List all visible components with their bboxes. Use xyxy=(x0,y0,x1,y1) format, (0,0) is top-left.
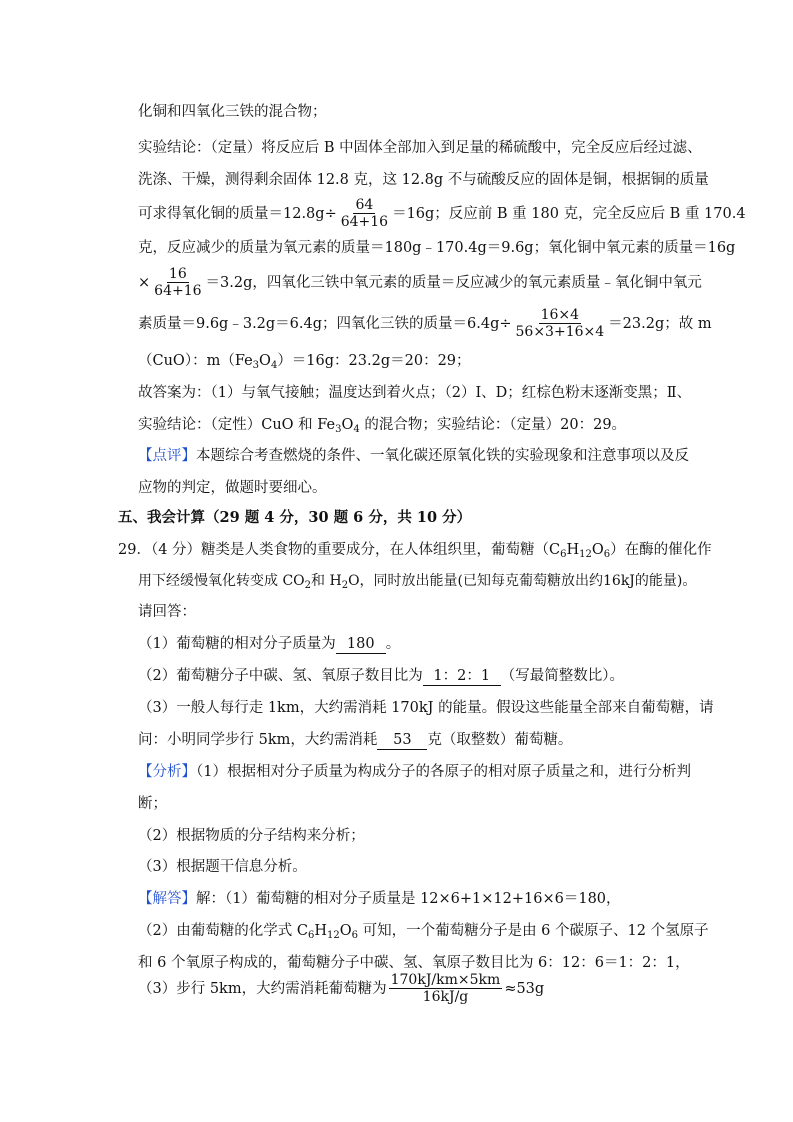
numerator: 170kJ/km×5km xyxy=(390,971,501,988)
text: （写最简整数比）。 xyxy=(500,668,624,684)
subscript: 3 xyxy=(252,360,260,371)
section-heading xyxy=(118,508,471,528)
text: O xyxy=(339,923,352,939)
text: 可求得氧化铜的质量＝12.8g÷ xyxy=(138,206,337,222)
subscript: 3 xyxy=(335,424,342,435)
text: （2）葡萄糖分子中碳、氢、氧原子数目比为 xyxy=(138,668,423,684)
denominator: 64+16 xyxy=(154,282,202,299)
text: （3）步行 5km，大约需消耗葡萄糖为 xyxy=(138,981,387,997)
analysis-line-3 xyxy=(138,826,365,846)
comment-tag: 【点评】 xyxy=(138,448,196,464)
text: 实验结论：（定性）CuO 和 Fe xyxy=(138,417,336,433)
text: ＝23.2g；故 m xyxy=(608,316,712,332)
text: 实验结论：（定量）将反应后 B 中固体全部加入到足量的稀硫酸中，完全反应后经过滤、 xyxy=(138,140,702,156)
question-29-line-3 xyxy=(138,602,196,622)
subscript: 4 xyxy=(353,424,360,435)
line-1 xyxy=(138,102,327,122)
answer-blank: 1：2：1 xyxy=(423,667,501,686)
line-2 xyxy=(138,138,702,158)
text: 可知，一个葡萄糖分子是由 6 个碳原子、12 个氢原子 xyxy=(357,923,709,939)
denominator: 64+16 xyxy=(340,213,389,230)
subscript: 12 xyxy=(579,549,592,560)
text: （3）根据题干信息分析。 xyxy=(138,859,307,875)
solution-tag: 【解答】 xyxy=(138,891,196,907)
sub-question-1 xyxy=(138,634,400,654)
text: 29．（4 分）糖类是人类食物的重要成分，在人体组织里，葡萄糖（C xyxy=(118,542,561,558)
solution-line-2 xyxy=(138,921,709,941)
text: 请回答： xyxy=(138,604,196,620)
analysis-line-1 xyxy=(138,762,691,782)
text: ＝3.2g，四氧化三铁中氧元素的质量＝反应减少的氧元素质量﹣氧化铜中氧元 xyxy=(205,275,702,291)
text: 故答案为：（1）与氧气接触；温度达到着火点；（2）Ⅰ、D；红棕色粉末逐渐变黑；Ⅱ、 xyxy=(138,385,692,401)
text: O xyxy=(591,542,604,558)
text: 用下经缓慢氧化转变成 CO xyxy=(138,573,305,589)
section-title: 五、我会计算（29 题 4 分，30 题 6 分，共 10 分） xyxy=(118,509,472,526)
text: 应物的判定，做题时要细心。 xyxy=(138,480,327,496)
question-29-line-2 xyxy=(138,571,696,591)
numerator: 64 xyxy=(355,196,374,213)
subscript: 4 xyxy=(270,360,278,371)
text: （2）根据物质的分子结构来分析； xyxy=(138,828,365,844)
text: ≈53g xyxy=(504,981,545,997)
line-9 xyxy=(138,383,691,403)
text: 本题综合考查燃烧的条件、一氧化碳还原氧化铁的实验现象和注意事项以及反 xyxy=(196,448,689,464)
line-5 xyxy=(138,238,735,258)
fraction-64 xyxy=(339,197,390,230)
text: 素质量＝9.6g﹣3.2g＝6.4g；四氧化三铁的质量＝6.4g÷ xyxy=(138,316,512,332)
subscript: 6 xyxy=(307,930,315,941)
text: 的混合物；实验结论：（定量）20：29。 xyxy=(359,417,627,433)
text: （1）葡萄糖的相对分子质量为 xyxy=(138,636,336,652)
subscript: 2 xyxy=(341,580,349,591)
solution-line-1 xyxy=(138,889,621,909)
fraction-16 xyxy=(152,266,203,299)
line-10 xyxy=(138,415,626,435)
text: 解：（1）葡萄糖的相对分子质量是 12×6+1×12+16×6＝180， xyxy=(196,891,621,907)
answer-blank: 180 xyxy=(336,635,386,654)
text: （1）根据相对分子质量为构成分子的各原子的相对原子质量之和，进行分析判 xyxy=(196,764,691,780)
text: （2）由葡萄糖的化学式 C xyxy=(138,923,308,939)
text: H xyxy=(566,542,580,558)
text: （3）一般人每行走 1km，大约需消耗 170kJ 的能量。假设这些能量全部来自葡萄糖，请 xyxy=(138,700,714,716)
text: 。 xyxy=(385,636,401,652)
solution-line-4 xyxy=(138,972,544,1006)
fraction-energy xyxy=(389,972,503,1005)
line-6 xyxy=(138,266,702,300)
text: 洗涤、干燥，测得剩余固体 12.8 克，这 12.8g 不与硫酸反应的固体是铜，根据铜的质量 xyxy=(138,172,709,188)
solution-line-3 xyxy=(138,953,690,973)
line-comment xyxy=(138,446,689,466)
denominator: 56×3+16×4 xyxy=(515,323,605,340)
numerator: 16×4 xyxy=(540,306,580,323)
answer-blank: 53 xyxy=(377,731,427,750)
sub-question-3-line-2 xyxy=(138,730,572,750)
subscript: 12 xyxy=(326,930,340,941)
fraction-16x4 xyxy=(514,307,607,340)
line-4 xyxy=(138,197,746,231)
text: 断； xyxy=(138,796,167,812)
question-29-line-1 xyxy=(118,540,712,560)
text: O xyxy=(259,353,271,369)
denominator: 16kJ/g xyxy=(422,988,469,1005)
text: O xyxy=(341,417,354,433)
text: ）在酶的催化作 xyxy=(610,542,712,558)
text: 克（取整数）葡萄糖。 xyxy=(427,732,573,748)
line-12 xyxy=(138,478,327,498)
sub-question-2 xyxy=(138,666,624,686)
analysis-line-4 xyxy=(138,857,307,877)
text: O，同时放出能量(已知每克葡萄糖放出约16kJ的能量)。 xyxy=(348,573,697,589)
sub-question-3-line-1 xyxy=(138,698,714,718)
text: 和 H xyxy=(311,573,342,589)
numerator: 16 xyxy=(168,265,187,282)
text: × xyxy=(138,275,151,291)
analysis-line-2 xyxy=(138,794,167,814)
subscript: 6 xyxy=(351,930,358,941)
text: H xyxy=(314,923,327,939)
text: 和 6 个氧原子构成的，葡萄糖分子中碳、氢、氧原子数目比为 6：12：6＝1：2：1， xyxy=(138,955,690,971)
text: 问：小明同学步行 5km，大约需消耗 xyxy=(138,732,378,748)
subscript: 2 xyxy=(304,580,312,591)
analysis-tag: 【分析】 xyxy=(138,764,196,780)
subscript: 6 xyxy=(560,549,567,560)
line-3 xyxy=(138,170,709,190)
text: 克，反应减少的质量为氧元素的质量＝180g﹣170.4g＝9.6g；氧化铜中氧元素的质量＝16g xyxy=(138,240,736,256)
text: ）＝16g：23.2g＝20：29； xyxy=(277,353,471,369)
subscript: 6 xyxy=(603,549,611,560)
text: 化铜和四氧化三铁的混合物； xyxy=(138,104,327,120)
text: ＝16g；反应前 B 重 180 克，完全反应后 B 重 170.4 xyxy=(392,206,746,222)
text: （CuO）：m（Fe xyxy=(138,353,253,369)
line-7 xyxy=(138,307,712,341)
line-8 xyxy=(138,351,471,371)
